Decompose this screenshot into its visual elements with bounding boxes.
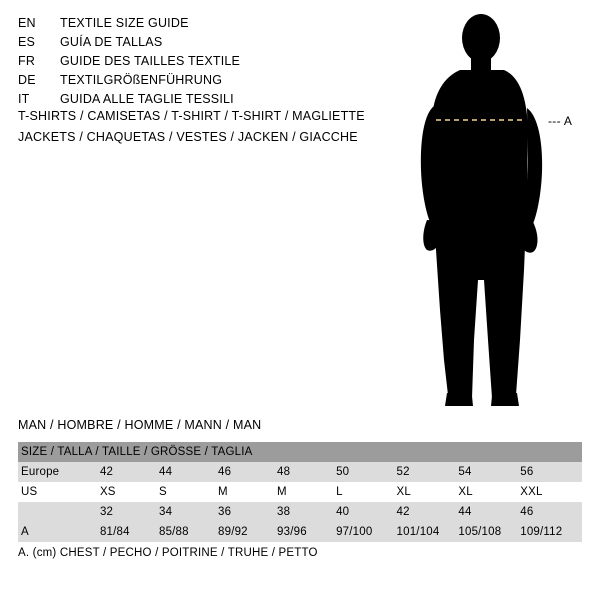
cell-us-7: XXL [520, 482, 582, 502]
cell-europe-0: 42 [100, 462, 159, 482]
cell-a-3: 93/96 [277, 522, 336, 542]
table-header-row [18, 442, 582, 462]
silhouette-svg [400, 10, 600, 410]
language-text-en: TEXTILE SIZE GUIDE [60, 16, 189, 30]
cell-numeric-5: 42 [397, 502, 459, 522]
language-code-de: DE [18, 73, 36, 87]
cell-numeric-2: 36 [218, 502, 277, 522]
cell-us-0: XS [100, 482, 159, 502]
cell-a-0: 81/84 [100, 522, 159, 542]
language-row-en [18, 16, 378, 35]
language-code-it: IT [18, 92, 30, 106]
table-caption-man: MAN / HOMBRE / HOMME / MANN / MAN [18, 418, 262, 432]
row-label-numeric [18, 502, 100, 522]
cell-a-5: 101/104 [397, 522, 459, 542]
row-label-europe: Europe [18, 462, 100, 482]
language-legend [18, 16, 378, 111]
language-code-en: EN [18, 16, 36, 30]
cell-a-6: 105/108 [458, 522, 520, 542]
cell-numeric-4: 40 [336, 502, 396, 522]
cell-numeric-7: 46 [520, 502, 582, 522]
table-row [18, 462, 582, 482]
language-row-de [18, 73, 378, 92]
cell-numeric-1: 34 [159, 502, 218, 522]
language-code-fr: FR [18, 54, 36, 68]
cell-europe-1: 44 [159, 462, 218, 482]
table-row [18, 482, 582, 502]
language-text-de: TEXTILGRÖßENFÜHRUNG [60, 73, 223, 87]
cell-us-6: XL [458, 482, 520, 502]
language-row-es [18, 35, 378, 54]
table-row [18, 502, 582, 522]
garment-category-tshirts: T-SHIRTS / CAMISETAS / T-SHIRT / T-SHIRT / MAGLIETTE [18, 109, 365, 123]
cell-us-1: S [159, 482, 218, 502]
cell-numeric-3: 38 [277, 502, 336, 522]
cell-us-4: L [336, 482, 396, 502]
cell-us-5: XL [397, 482, 459, 502]
cell-europe-4: 50 [336, 462, 396, 482]
cell-a-1: 85/88 [159, 522, 218, 542]
cell-us-3: M [277, 482, 336, 502]
size-table [18, 442, 582, 542]
cell-numeric-0: 32 [100, 502, 159, 522]
cell-europe-3: 48 [277, 462, 336, 482]
cell-us-2: M [218, 482, 277, 502]
cell-a-2: 89/92 [218, 522, 277, 542]
cell-europe-6: 54 [458, 462, 520, 482]
male-silhouette-figure [400, 10, 600, 410]
garment-category-jackets: JACKETS / CHAQUETAS / VESTES / JACKEN / GIACCHE [18, 130, 358, 144]
language-code-es: ES [18, 35, 36, 49]
row-label-a: A [18, 522, 100, 542]
silhouette-body [421, 14, 542, 406]
measure-label-a: --- A [548, 114, 573, 128]
language-row-fr [18, 54, 378, 73]
table-footnote: A. (cm) CHEST / PECHO / POITRINE / TRUHE / PETTO [18, 547, 318, 559]
table-header-label: SIZE / TALLA / TAILLE / GRÖSSE / TAGLIA [18, 442, 582, 462]
row-label-us: US [18, 482, 100, 502]
table-row [18, 522, 582, 542]
cell-a-7: 109/112 [520, 522, 582, 542]
cell-europe-2: 46 [218, 462, 277, 482]
cell-europe-7: 56 [520, 462, 582, 482]
language-text-es: GUÍA DE TALLAS [60, 35, 163, 49]
language-text-fr: GUIDE DES TAILLES TEXTILE [60, 54, 241, 68]
cell-numeric-6: 44 [458, 502, 520, 522]
garment-categories [18, 109, 418, 151]
cell-a-4: 97/100 [336, 522, 396, 542]
cell-europe-5: 52 [397, 462, 459, 482]
language-text-it: GUIDA ALLE TAGLIE TESSILI [60, 92, 234, 106]
